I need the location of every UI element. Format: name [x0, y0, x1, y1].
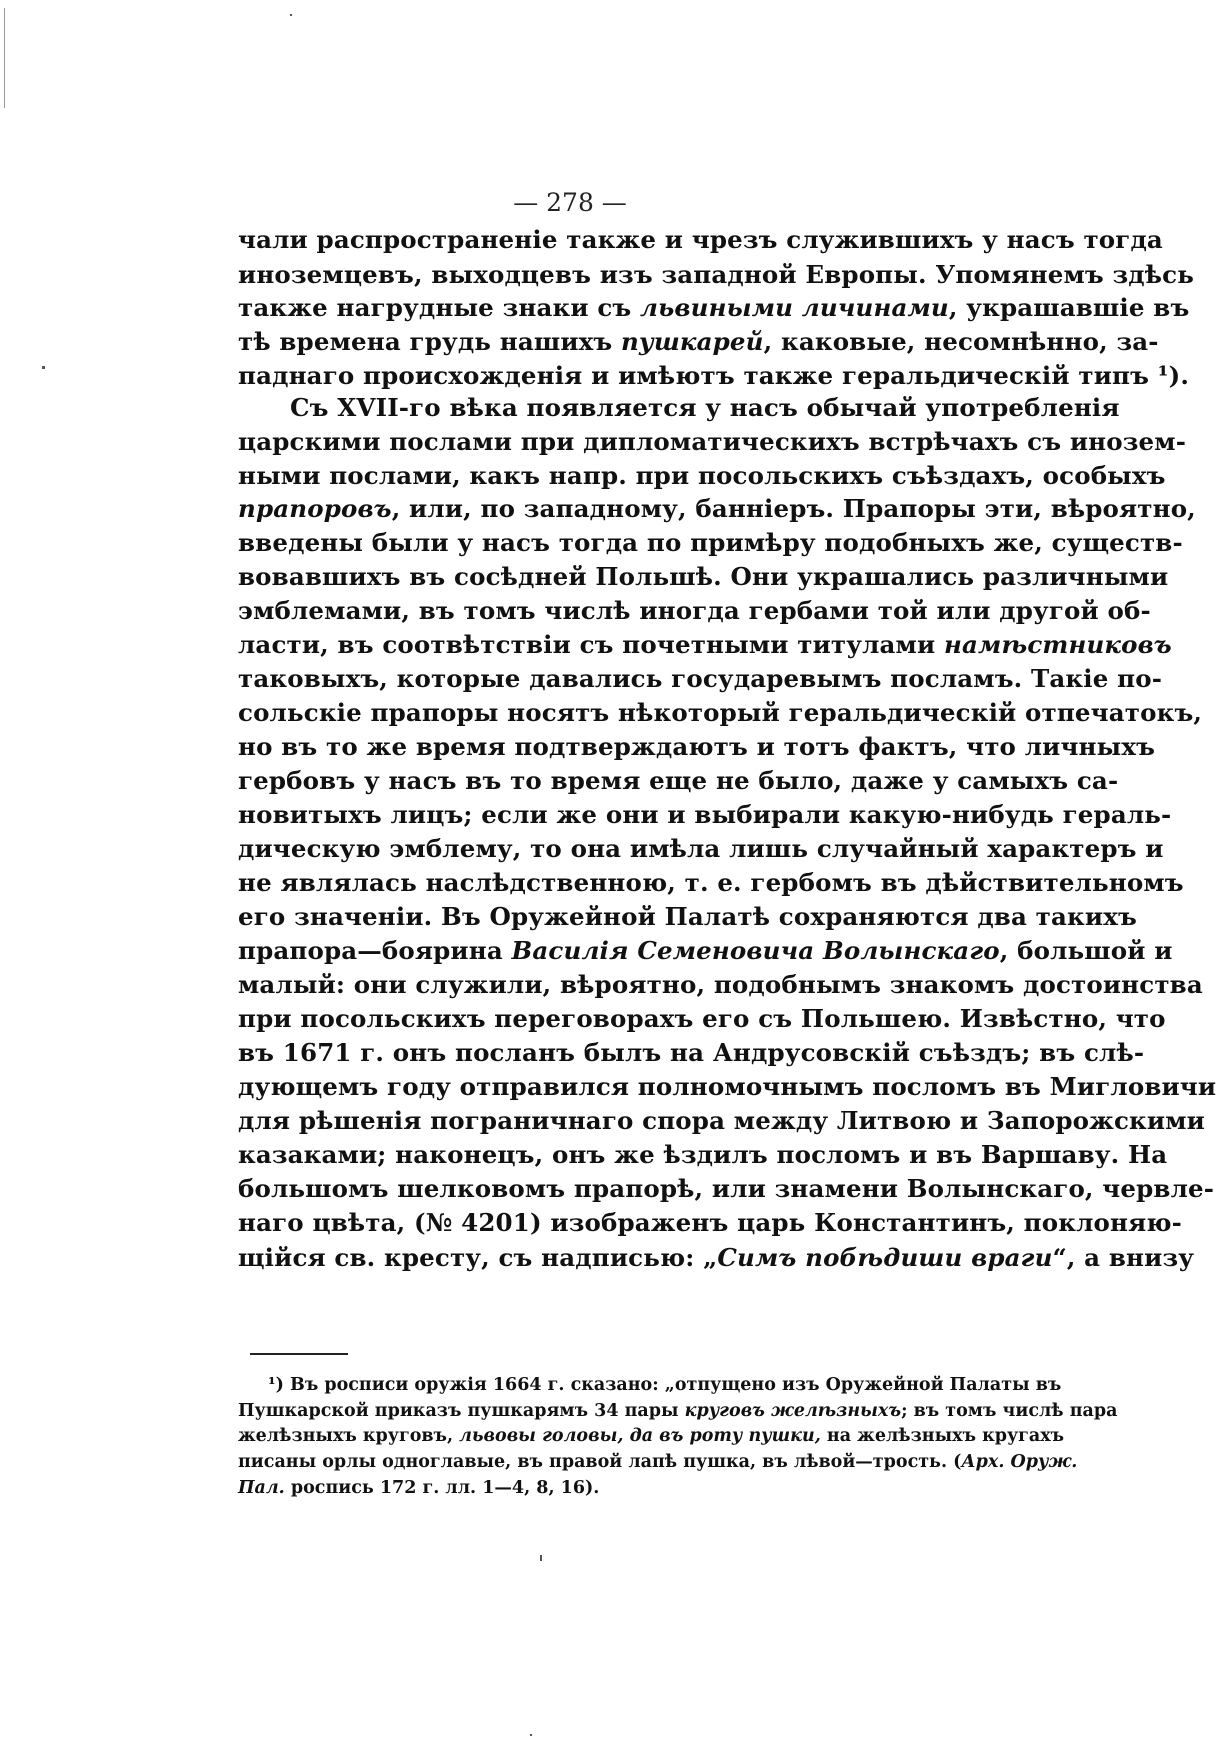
footnote-line: Пушкарской приказъ пушкарямъ 34 пары круговъ желѣзныхъ; въ томъ числѣ пара	[238, 1401, 1118, 1421]
footnote-line: желѣзныхъ круговъ, львовы головы, да въ роту пушки, на желѣзныхъ кругахъ	[238, 1426, 1065, 1446]
text-line: царскими послами при дипломатическихъ встрѣчахъ съ инозем-	[238, 427, 1187, 456]
italic-emphasis: львиными личинами	[640, 293, 949, 322]
text-line: большомъ шелковомъ прапорѣ, или знамени Волынскаго, червле-	[238, 1174, 1215, 1203]
page-number: — 278 —	[513, 188, 627, 217]
text-line: наго цвѣта, (№ 4201) изображенъ царь Константинъ, поклоняю-	[238, 1208, 1182, 1237]
italic-emphasis: намѣстниковъ	[943, 630, 1172, 659]
text-line: таковыхъ, которые давались государевымъ посламъ. Такіе по-	[238, 664, 1163, 693]
text-line: но въ то же время подтверждаютъ и тотъ фактъ, что личныхъ	[238, 732, 1156, 761]
text-line: тѣ времена грудь нашихъ пушкарей, каковые, несомнѣнно, за-	[238, 327, 1159, 356]
footnote-line: Пал. роспись 172 г. лл. 1—4, 8, 16).	[238, 1478, 600, 1498]
page-edge-mark	[4, 8, 5, 108]
text-line: чали распространеніе также и чрезъ служившихъ у насъ тогда	[238, 225, 1163, 254]
text-line: ными послами, какъ напр. при посольскихъ съѣздахъ, особыхъ	[238, 461, 1166, 490]
italic-emphasis: львовы головы, да въ роту пушки,	[459, 1426, 821, 1446]
text-line: прапоровъ, или, по западному, банніеръ. Прапоры эти, вѣроятно,	[238, 494, 1196, 523]
text-line: гербовъ у насъ въ то время еще не было, даже у самыхъ са-	[238, 766, 1119, 795]
text-line: не являлась наслѣдственною, т. е. гербомъ въ дѣйствительномъ	[238, 868, 1184, 897]
text-line: дующемъ году отправился полномочнымъ посломъ въ Мигловичи	[238, 1072, 1216, 1101]
footnote-line: писаны орлы одноглавые, въ правой лапѣ пушка, въ лѣвой—трость. (Арх. Оруж.	[238, 1452, 1078, 1472]
text-line: дическую эмблему, то она имѣла лишь случайный характеръ и	[238, 834, 1164, 863]
text-line: для рѣшенія пограничнаго спора между Литвою и Запорожскими	[238, 1106, 1205, 1135]
text-line: въ 1671 г. онъ посланъ былъ на Андрусовскій съѣздъ; въ слѣ-	[238, 1038, 1145, 1067]
text-line: казаками; наконецъ, онъ же ѣздилъ посломъ и въ Варшаву. На	[238, 1140, 1168, 1169]
text-line: иноземцевъ, выходцевъ изъ западной Европы. Упомянемъ здѣсь	[238, 260, 1194, 289]
italic-emphasis: Симъ побѣдиши враги	[717, 1243, 1053, 1272]
print-speck	[540, 1555, 542, 1561]
italic-emphasis: круговъ желѣзныхъ	[684, 1401, 902, 1421]
print-speck	[42, 366, 45, 369]
text-line: его значеніи. Въ Оружейной Палатѣ сохраняются два такихъ	[238, 902, 1137, 931]
footnote-line: ¹) Въ росписи оружія 1664 г. сказано: „отпущено изъ Оружейной Палаты въ	[268, 1375, 1062, 1395]
text-line: введены были у насъ тогда по примѣру подобныхъ же, существ-	[238, 528, 1183, 557]
text-line: Съ XVII-го вѣка появляется у насъ обычай употребленія	[290, 393, 1120, 422]
text-line: вовавшихъ въ сосѣдней Польшѣ. Они украшались различными	[238, 562, 1169, 591]
text-line: малый: они служили, вѣроятно, подобнымъ знакомъ достоинства	[238, 970, 1203, 999]
print-speck	[530, 1734, 532, 1736]
text-line: паднаго происхожденія и имѣютъ также геральдическій типъ ¹).	[238, 361, 1190, 390]
text-line: прапора—боярина Василія Семеновича Волынскаго, большой и	[238, 936, 1173, 965]
italic-emphasis: прапоровъ	[238, 494, 392, 523]
text-line: щійся св. кресту, съ надписью: „Симъ побѣдиши враги“, а внизу	[238, 1243, 1195, 1272]
italic-emphasis: Василія Семеновича Волынскаго	[511, 936, 1000, 965]
print-speck	[290, 14, 292, 16]
italic-emphasis: пушкарей	[621, 327, 764, 356]
footnote-separator	[250, 1353, 348, 1355]
text-line: также нагрудные знаки съ львиными личинами, украшавшіе въ	[238, 293, 1190, 322]
text-line: эмблемами, въ томъ числѣ иногда гербами той или другой об-	[238, 596, 1151, 625]
italic-emphasis: Арх. Оруж.	[961, 1452, 1078, 1472]
text-line: при посольскихъ переговорахъ его съ Польшею. Извѣстно, что	[238, 1004, 1166, 1033]
text-line: новитыхъ лицъ; если же они и выбирали какую-нибудь гераль-	[238, 800, 1172, 829]
italic-emphasis: Пал.	[238, 1478, 285, 1498]
text-line: ласти, въ соотвѣтствіи съ почетными титулами намѣстниковъ	[238, 630, 1172, 659]
text-line: сольскіе прапоры носятъ нѣкоторый геральдическій отпечатокъ,	[238, 698, 1203, 727]
